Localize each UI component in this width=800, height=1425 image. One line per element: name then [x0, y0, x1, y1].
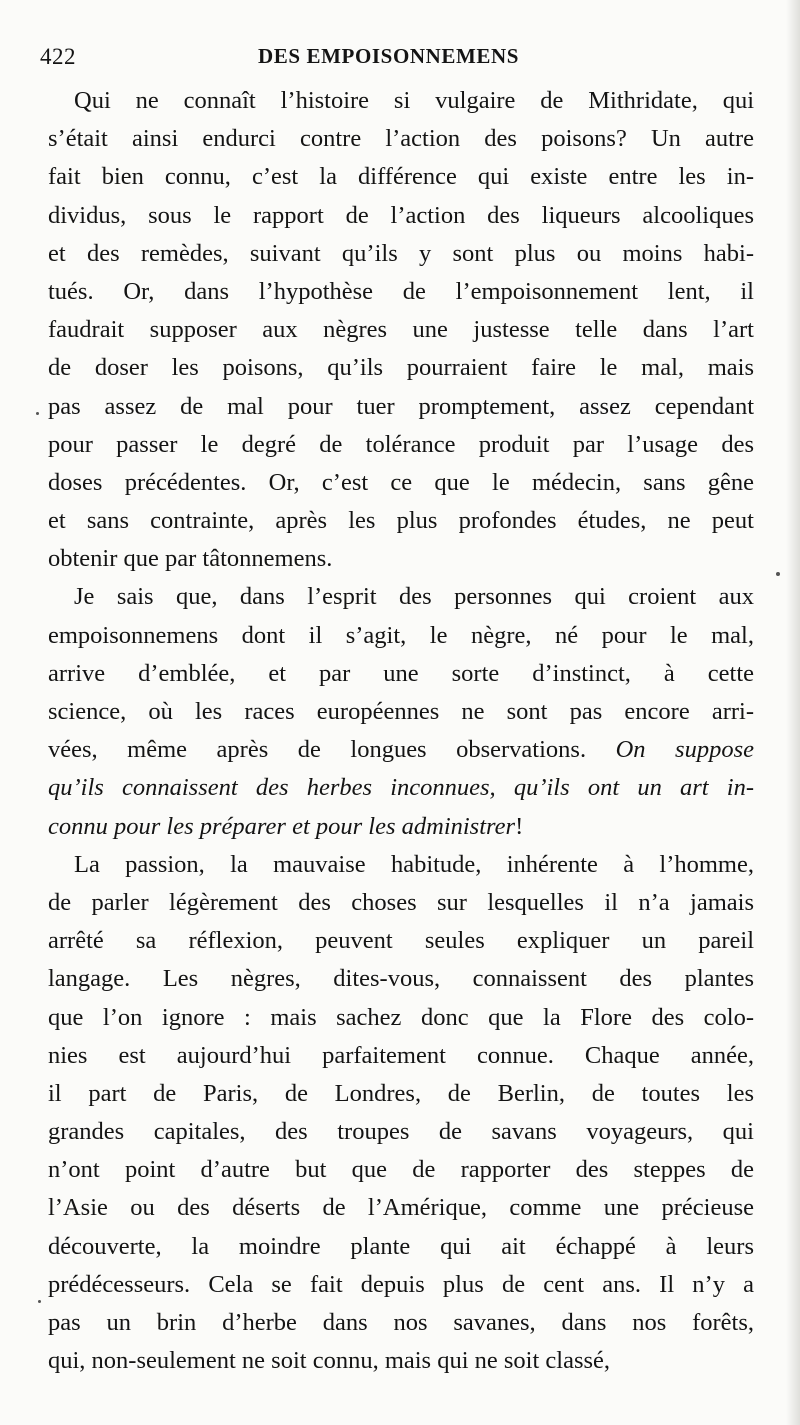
paragraph: [48, 578, 754, 845]
text-line: [48, 1113, 754, 1151]
text-run: n’ont point d’autre but que de rapporter des steppes de: [48, 1156, 754, 1184]
text-line: [48, 617, 754, 655]
text-run: doses précédentes. Or, c’est ce que le médecin, sans gêne: [48, 468, 754, 496]
text-run: vées, même après de longues observations.: [48, 736, 616, 764]
text-line: [48, 1228, 754, 1266]
text-line: [48, 769, 754, 807]
paragraph: [48, 82, 754, 578]
text-line: [48, 540, 754, 578]
text-run: La passion, la mauvaise habitude, inhérente à l’homme,: [74, 850, 754, 878]
text-run: fait bien connu, c’est la différence qui existe entre les in-: [48, 163, 754, 191]
text-line: [48, 922, 754, 960]
running-title: DES EMPOISONNEMENS: [258, 44, 520, 68]
scan-speck: [36, 412, 39, 415]
text-run: il part de Paris, de Londres, de Berlin, de toutes les: [48, 1079, 754, 1107]
text-line: [48, 808, 754, 846]
page-edge-shadow: [786, 0, 800, 1425]
scan-speck: [38, 1300, 41, 1303]
text-run: pas assez de mal pour tuer promptement, assez cependant: [48, 392, 754, 420]
text-line: [48, 235, 754, 273]
text-line: [48, 846, 754, 884]
body-text: [48, 82, 754, 1380]
text-line: [48, 464, 754, 502]
text-line: [48, 502, 754, 540]
text-run: prédécesseurs. Cela se fait depuis plus de cent ans. Il n’y a: [48, 1270, 754, 1298]
text-line: [48, 1304, 754, 1342]
text-run: grandes capitales, des troupes de savans voyageurs, qui: [48, 1118, 754, 1146]
text-line: [48, 82, 754, 120]
italic-run: connu pour les préparer et pour les administrer: [48, 812, 516, 840]
text-line: [48, 884, 754, 922]
text-run: que l’on ignore : mais sachez donc que la Flore des colo-: [48, 1003, 754, 1031]
text-run: dividus, sous le rapport de l’action des liqueurs alcooliques: [48, 201, 754, 229]
text-run: pour passer le degré de tolérance produit par l’usage des: [48, 430, 754, 458]
scan-speck: [776, 572, 780, 576]
italic-run: qu’ils connaissent des herbes inconnues, qu’ils ont un art in-: [48, 774, 754, 802]
text-line: [48, 349, 754, 387]
text-line: [48, 655, 754, 693]
text-line: [48, 731, 754, 769]
text-run: faudrait supposer aux nègres une justesse telle dans l’art: [48, 316, 754, 344]
text-run: pas un brin d’herbe dans nos savanes, dans nos forêts,: [48, 1309, 754, 1336]
text-line: [48, 197, 754, 235]
text-line: [48, 426, 754, 464]
page-number: 422: [40, 44, 76, 69]
italic-run: On suppose: [615, 736, 754, 764]
text-line: [48, 1151, 754, 1189]
text-run: empoisonnemens dont il s’agit, le nègre, né pour le mal,: [48, 621, 754, 649]
page-header: [40, 40, 760, 74]
text-line: [48, 693, 754, 731]
text-run: arrive d’emblée, et par une sorte d’instinct, à cette: [48, 659, 754, 687]
text-run: tués. Or, dans l’hypothèse de l’empoisonnement lent, il: [48, 277, 754, 305]
text-run: et sans contrainte, après les plus profondes études, ne peut: [48, 507, 754, 535]
text-line: [48, 1266, 754, 1304]
text-line: [48, 388, 754, 426]
text-line: [48, 1075, 754, 1113]
text-line: [48, 311, 754, 349]
text-run: de parler légèrement des choses sur lesquelles il n’a jamais: [48, 888, 754, 916]
text-line: [48, 1037, 754, 1075]
text-line: [48, 1189, 754, 1227]
text-line: [48, 578, 754, 616]
text-run: de doser les poisons, qu’ils pourraient faire le mal, mais: [48, 354, 754, 382]
text-line: [48, 273, 754, 311]
text-run: Je sais que, dans l’esprit des personnes qui croient aux: [74, 583, 754, 611]
paragraph: [48, 846, 754, 1381]
text-line: [48, 999, 754, 1037]
text-run: !: [515, 812, 524, 840]
text-run: langage. Les nègres, dites-vous, connaissent des plantes: [48, 965, 754, 993]
text-run: qui, non-seulement ne soit connu, mais qui ne soit classé,: [48, 1347, 611, 1375]
text-run: s’était ainsi endurci contre l’action des poisons? Un autre: [48, 125, 754, 153]
text-line: [48, 120, 754, 158]
text-run: obtenir que par tâtonnemens.: [48, 545, 333, 573]
text-line: [48, 960, 754, 998]
text-run: et des remèdes, suivant qu’ils y sont plus ou moins habi-: [48, 239, 754, 267]
text-run: nies est aujourd’hui parfaitement connue. Chaque année,: [48, 1041, 754, 1069]
text-run: découverte, la moindre plante qui ait échappé à leurs: [48, 1232, 754, 1260]
text-run: science, où les races européennes ne sont pas encore arri-: [48, 698, 754, 725]
text-run: l’Asie ou des déserts de l’Amérique, comme une précieuse: [48, 1194, 754, 1222]
text-line: [48, 158, 754, 196]
text-run: arrêté sa réflexion, peuvent seules expliquer un pareil: [48, 927, 754, 955]
text-run: Qui ne connaît l’histoire si vulgaire de Mithridate, qui: [74, 87, 754, 114]
text-line: [48, 1342, 754, 1380]
